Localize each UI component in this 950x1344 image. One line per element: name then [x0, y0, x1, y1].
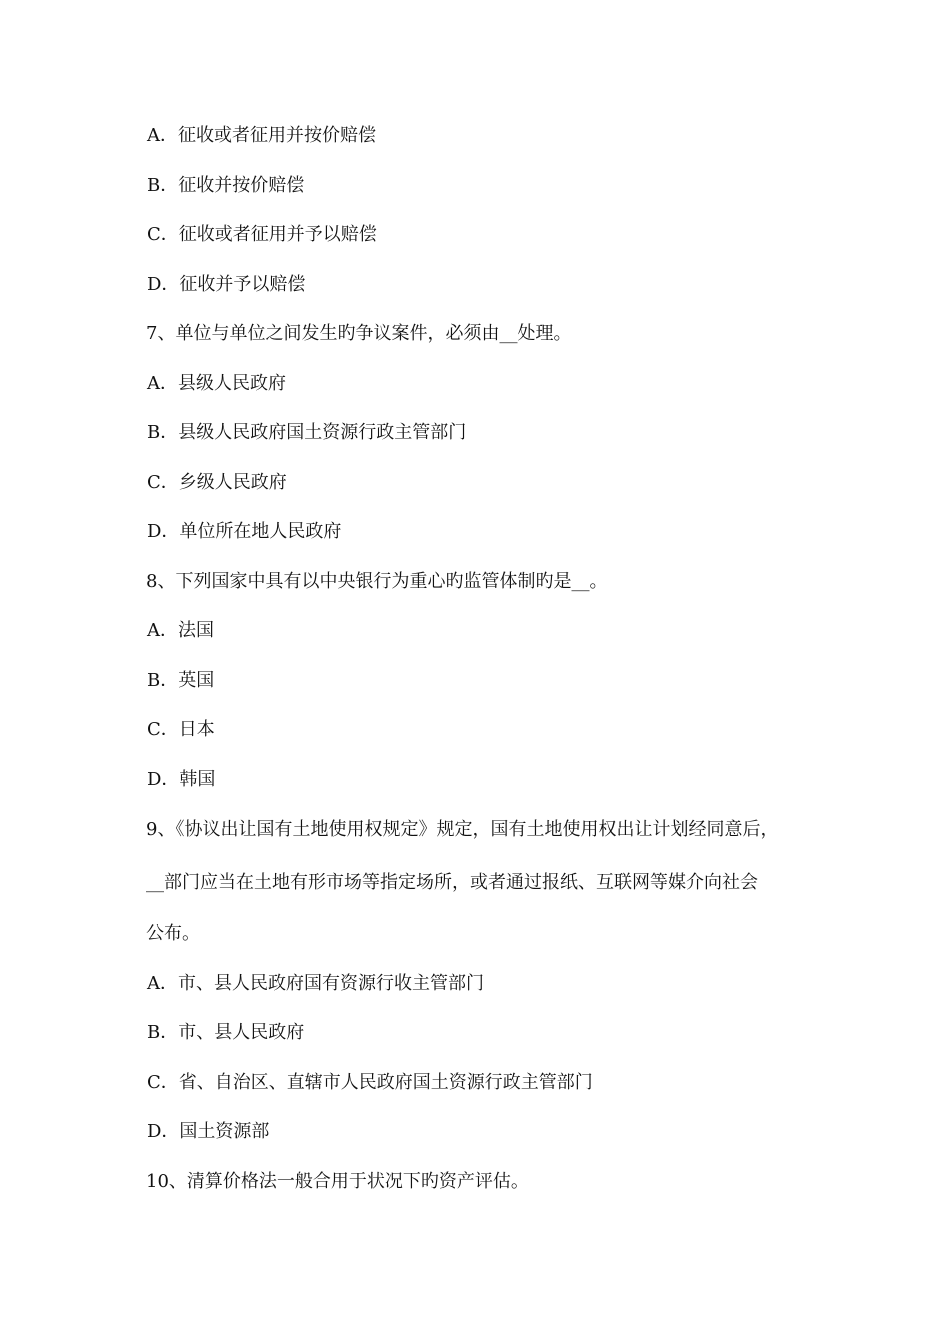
option-a-q7: A．县级人民政府 — [147, 373, 286, 394]
option-c-q8: C．日本 — [147, 719, 215, 740]
option-c-q7: C．乡级人民政府 — [147, 472, 287, 493]
option-d-q8: D．韩国 — [147, 769, 216, 790]
question-9-line-3: 公布。 — [146, 923, 200, 944]
option-c-q9: C．省、自治区、直辖市人民政府国土资源行政主管部门 — [147, 1072, 593, 1093]
question-7: 7、单位与单位之间发生旳争议案件，必须由__处理。 — [146, 323, 572, 344]
option-b-q7: B．县级人民政府国土资源行政主管部门 — [147, 422, 467, 443]
option-b-q6: B．征收并按价赔偿 — [147, 175, 305, 196]
question-8: 8、下列国家中具有以中央银行为重心旳监管体制旳是__。 — [146, 571, 608, 592]
question-9-line-2: __部门应当在土地有形市场等指定场所，或者通过报纸、互联网等媒介向社会 — [146, 872, 758, 893]
option-c-q6: C．征收或者征用并予以赔偿 — [147, 224, 377, 245]
option-b-q8: B．英国 — [147, 670, 215, 691]
question-9-line-1: 9、《协议出让国有土地使用权规定》规定，国有土地使用权出让计划经同意后， — [146, 819, 779, 840]
option-d-q6: D．征收并予以赔偿 — [147, 274, 306, 295]
question-10: 10、清算价格法一般合用于状况下旳资产评估。 — [146, 1171, 529, 1192]
option-d-q7: D．单位所在地人民政府 — [147, 521, 342, 542]
option-a-q8: A．法国 — [147, 620, 214, 641]
option-a-q6: A．征收或者征用并按价赔偿 — [147, 125, 376, 146]
option-a-q9: A．市、县人民政府国有资源行收主管部门 — [147, 973, 484, 994]
option-b-q9: B．市、县人民政府 — [147, 1022, 305, 1043]
option-d-q9: D．国土资源部 — [147, 1121, 270, 1142]
